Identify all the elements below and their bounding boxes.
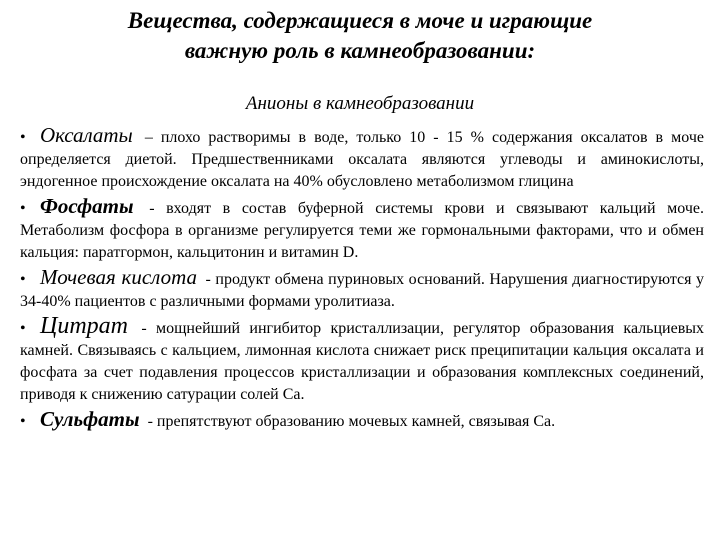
description-phosphates: - входят в состав буферной системы крови и связывают кальций моче. Метаболизм фосфора в организме регулируется теми же гормональными факторами, что и обмен кальция: паратгормон, кальцитонин и витамин D. [20, 200, 704, 261]
list-item-phosphates [20, 195, 704, 264]
bullet-icon: • [20, 320, 26, 337]
slide-title-line-2: важную роль в камнеобразовании: [184, 38, 536, 63]
description-oxalates: – плохо растворимы в воде, только 10 - 15 % содержания оксалатов в моче определяется диетой. Предшественниками оксалата являются углеводы и аминокислоты, эндогенное происхождение оксалата на 40% обусловлено метаболизмом глицина [20, 129, 705, 190]
slide-title-line-1: Вещества, содержащиеся в моче и играющие [127, 8, 593, 33]
bullet-icon: • [20, 413, 26, 430]
section-subtitle: Анионы в камнеобразовании [245, 93, 475, 114]
term-oxalates: Оксалаты [40, 123, 133, 147]
list-item-oxalates [20, 124, 704, 193]
bullet-icon: • [20, 200, 26, 217]
term-citrate: Цитрат [40, 313, 128, 339]
description-uric-acid: - продукт обмена пуриновых оснований. Нарушения диагностируются у 34-40% пациентов с различными формами уролитиаза. [20, 271, 705, 310]
list-item-sulfates [20, 408, 704, 433]
list-item-citrate [20, 315, 704, 406]
anion-list [20, 124, 704, 435]
bullet-icon: • [20, 271, 26, 288]
term-phosphates: Фосфаты [40, 194, 134, 218]
description-sulfates: - препятствуют образованию мочевых камней, связывая Са. [147, 413, 556, 430]
list-item-uric-acid [20, 266, 704, 313]
term-uric-acid: Мочевая кислота [40, 265, 197, 289]
term-sulfates: Сульфаты [40, 407, 140, 431]
slide-title [0, 6, 720, 66]
bullet-icon: • [20, 129, 26, 146]
description-citrate: - мощнейший ингибитор кристаллизации, регулятор образования кальциевых камней. Связываясь с кальцием, лимонная кислота снижает риск преципитации кальция оксалата и фосфата за счет подавления процессов кристаллизации и образования комплексных соединений, приводя к снижению сатурации солей Са. [20, 320, 705, 403]
